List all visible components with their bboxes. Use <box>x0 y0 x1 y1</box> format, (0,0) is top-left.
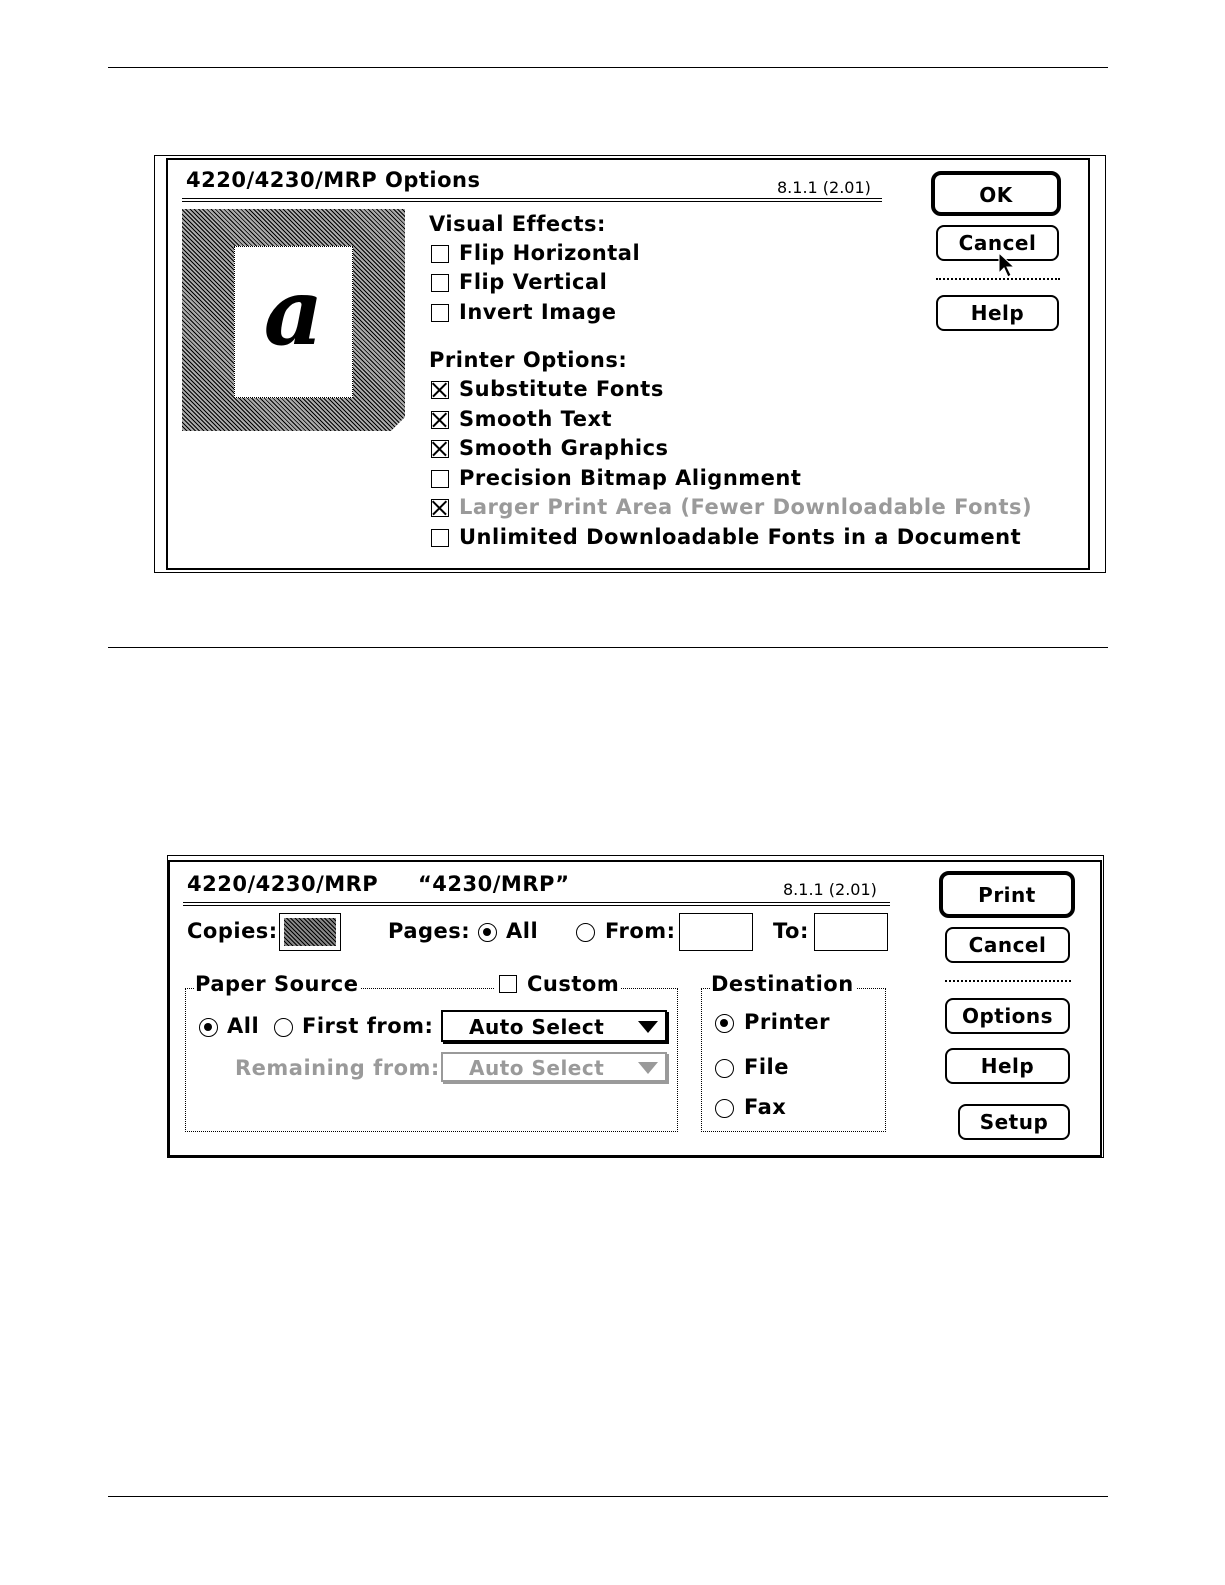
print-title-underline <box>183 902 890 906</box>
print-version: 8.1.1 (2.01) <box>783 880 877 899</box>
substitute-fonts-checkbox[interactable] <box>431 381 449 399</box>
pages-all-label[interactable]: All <box>506 919 539 943</box>
copies-label: Copies: <box>187 919 278 943</box>
first-from-label[interactable]: First from: <box>302 1014 434 1038</box>
pages-label: Pages: <box>388 919 471 943</box>
first-from-radio[interactable] <box>274 1018 293 1037</box>
print-cancel-button-label: Cancel <box>968 933 1047 957</box>
larger-print-area-checkbox <box>431 499 449 517</box>
smooth-graphics-label[interactable]: Smooth Graphics <box>459 436 669 460</box>
setup-button-label: Setup <box>979 1110 1049 1134</box>
printer-options-heading: Printer Options: <box>429 348 628 372</box>
smooth-graphics-checkbox[interactable] <box>431 440 449 458</box>
ok-button-label: OK <box>979 183 1013 207</box>
destination-heading: Destination <box>711 972 854 996</box>
destination-printer-radio[interactable] <box>715 1014 734 1033</box>
custom-checkbox[interactable] <box>499 975 517 993</box>
print-help-button-label: Help <box>980 1054 1035 1078</box>
printer-name: “4230/MRP” <box>418 872 570 896</box>
invert-image-label[interactable]: Invert Image <box>459 300 617 324</box>
pages-all-radio[interactable] <box>478 923 497 942</box>
title-underline <box>182 198 882 202</box>
options-dialog <box>154 155 1106 573</box>
print-cancel-button[interactable] <box>945 927 1070 963</box>
remaining-from-label: Remaining from: <box>235 1056 440 1080</box>
print-dialog-title: 4220/4230/MRP <box>187 872 379 896</box>
setup-button[interactable] <box>958 1104 1070 1140</box>
paper-all-radio[interactable] <box>199 1018 218 1037</box>
destination-printer-label[interactable]: Printer <box>744 1010 831 1034</box>
button-separator <box>936 278 1060 280</box>
cancel-button-label: Cancel <box>958 231 1037 255</box>
print-help-button[interactable] <box>945 1048 1070 1084</box>
flip-horizontal-checkbox[interactable] <box>431 245 449 263</box>
mouse-cursor-icon <box>997 251 1017 279</box>
first-from-value: Auto Select <box>469 1015 605 1039</box>
substitute-fonts-label[interactable]: Substitute Fonts <box>459 377 664 401</box>
ok-button[interactable] <box>931 171 1061 216</box>
options-button-label: Options <box>961 1004 1054 1028</box>
visual-effects-heading: Visual Effects: <box>429 212 606 236</box>
pages-to-input[interactable] <box>814 913 888 951</box>
print-button[interactable] <box>939 871 1075 918</box>
paper-source-heading: Paper Source <box>195 972 359 996</box>
destination-fax-radio[interactable] <box>715 1099 734 1118</box>
options-button[interactable] <box>945 998 1070 1034</box>
preview-page <box>234 246 353 398</box>
page-preview <box>182 209 405 431</box>
flip-vertical-label[interactable]: Flip Vertical <box>459 270 608 294</box>
flip-vertical-checkbox[interactable] <box>431 274 449 292</box>
copies-input[interactable] <box>279 913 341 951</box>
paper-all-label[interactable]: All <box>227 1014 260 1038</box>
print-dialog <box>167 855 1104 1158</box>
chevron-down-icon <box>638 1062 658 1074</box>
destination-file-label[interactable]: File <box>744 1055 789 1079</box>
remaining-from-value: Auto Select <box>469 1056 605 1080</box>
flip-horizontal-label[interactable]: Flip Horizontal <box>459 241 641 265</box>
pages-from-label[interactable]: From: <box>605 919 676 943</box>
options-dialog-title: 4220/4230/MRP Options <box>186 168 481 192</box>
larger-print-area-label: Larger Print Area (Fewer Downloadable Fonts) <box>459 495 1033 519</box>
custom-label[interactable]: Custom <box>527 972 620 996</box>
unlimited-fonts-label[interactable]: Unlimited Downloadable Fonts in a Document <box>459 525 1022 549</box>
unlimited-fonts-checkbox[interactable] <box>431 529 449 547</box>
middle-rule <box>108 647 1108 648</box>
preview-letter: a <box>263 258 324 366</box>
remaining-from-popup <box>441 1052 667 1082</box>
chevron-down-icon <box>638 1021 658 1033</box>
destination-file-radio[interactable] <box>715 1059 734 1078</box>
smooth-text-label[interactable]: Smooth Text <box>459 407 613 431</box>
first-from-popup[interactable] <box>441 1010 667 1042</box>
precision-bitmap-label[interactable]: Precision Bitmap Alignment <box>459 466 802 490</box>
bottom-rule <box>108 1496 1108 1497</box>
top-rule <box>108 67 1108 68</box>
print-button-label: Print <box>978 883 1036 907</box>
invert-image-checkbox[interactable] <box>431 304 449 322</box>
copies-input-selection <box>284 918 336 946</box>
print-button-separator <box>945 980 1071 982</box>
help-button-label: Help <box>970 301 1025 325</box>
page-corner-fold <box>391 417 405 431</box>
precision-bitmap-checkbox[interactable] <box>431 470 449 488</box>
destination-fax-label[interactable]: Fax <box>744 1095 787 1119</box>
pages-from-input[interactable] <box>679 913 753 951</box>
options-version: 8.1.1 (2.01) <box>777 178 871 197</box>
smooth-text-checkbox[interactable] <box>431 411 449 429</box>
help-button[interactable] <box>936 295 1059 331</box>
pages-from-radio[interactable] <box>576 923 595 942</box>
pages-to-label: To: <box>773 919 809 943</box>
